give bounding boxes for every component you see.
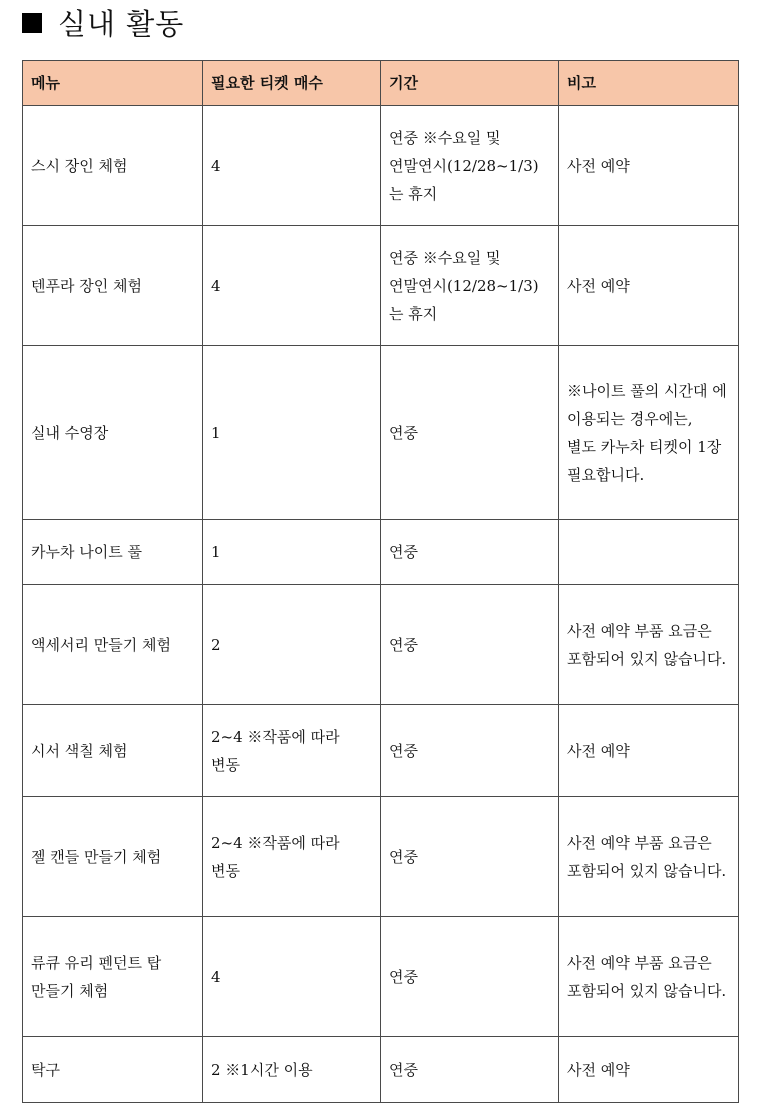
cell-menu: 실내 수영장 <box>23 346 203 520</box>
cell-tickets: 2~4 ※작품에 따라 변동 <box>203 705 381 797</box>
header-menu: 메뉴 <box>23 61 203 106</box>
cell-period: 연중 ※수요일 및 연말연시(12/28~1/3)는 휴지 <box>381 106 559 226</box>
cell-menu: 젤 캔들 만들기 체험 <box>23 797 203 917</box>
header-notes: 비고 <box>559 61 739 106</box>
cell-notes: 사전 예약 <box>559 705 739 797</box>
cell-notes: 사전 예약 <box>559 106 739 226</box>
cell-menu: 스시 장인 체험 <box>23 106 203 226</box>
cell-menu: 액세서리 만들기 체험 <box>23 585 203 705</box>
table-header-row <box>23 61 739 106</box>
table-row <box>23 1037 739 1103</box>
table-row <box>23 585 739 705</box>
cell-menu: 카누차 나이트 풀 <box>23 520 203 585</box>
cell-period: 연중 <box>381 346 559 520</box>
cell-menu: 텐푸라 장인 체험 <box>23 226 203 346</box>
activity-table <box>22 60 739 1103</box>
cell-notes: 사전 예약 <box>559 226 739 346</box>
black-square-bullet-icon <box>22 13 42 33</box>
header-period: 기간 <box>381 61 559 106</box>
table-row <box>23 797 739 917</box>
table-row <box>23 917 739 1037</box>
cell-notes: 사전 예약 부품 요금은 포함되어 있지 않습니다. <box>559 797 739 917</box>
cell-tickets: 2 ※1시간 이용 <box>203 1037 381 1103</box>
cell-notes: 사전 예약 부품 요금은 포함되어 있지 않습니다. <box>559 585 739 705</box>
table-row <box>23 705 739 797</box>
cell-period: 연중 <box>381 1037 559 1103</box>
table-row <box>23 520 739 585</box>
table-row <box>23 226 739 346</box>
header-tickets: 필요한 티켓 매수 <box>203 61 381 106</box>
table-row <box>23 346 739 520</box>
cell-tickets: 1 <box>203 520 381 585</box>
cell-tickets: 4 <box>203 226 381 346</box>
cell-notes <box>559 520 739 585</box>
cell-notes: 사전 예약 부품 요금은 포함되어 있지 않습니다. <box>559 917 739 1037</box>
cell-menu: 류큐 유리 펜던트 탑 만들기 체험 <box>23 917 203 1037</box>
cell-period: 연중 <box>381 917 559 1037</box>
cell-tickets: 2 <box>203 585 381 705</box>
cell-period: 연중 <box>381 797 559 917</box>
cell-notes: ※나이트 풀의 시간대 에 이용되는 경우에는, 별도 카누차 티켓이 1장 필요합니다. <box>559 346 739 520</box>
cell-notes: 사전 예약 <box>559 1037 739 1103</box>
cell-tickets: 2~4 ※작품에 따라 변동 <box>203 797 381 917</box>
section-heading <box>22 2 184 43</box>
cell-tickets: 4 <box>203 917 381 1037</box>
cell-tickets: 1 <box>203 346 381 520</box>
cell-period: 연중 <box>381 520 559 585</box>
cell-menu: 시서 색칠 체험 <box>23 705 203 797</box>
cell-menu: 탁구 <box>23 1037 203 1103</box>
cell-tickets: 4 <box>203 106 381 226</box>
cell-period: 연중 <box>381 585 559 705</box>
section-title: 실내 활동 <box>58 7 185 41</box>
cell-period: 연중 <box>381 705 559 797</box>
cell-period: 연중 ※수요일 및 연말연시(12/28~1/3)는 휴지 <box>381 226 559 346</box>
table-row <box>23 106 739 226</box>
